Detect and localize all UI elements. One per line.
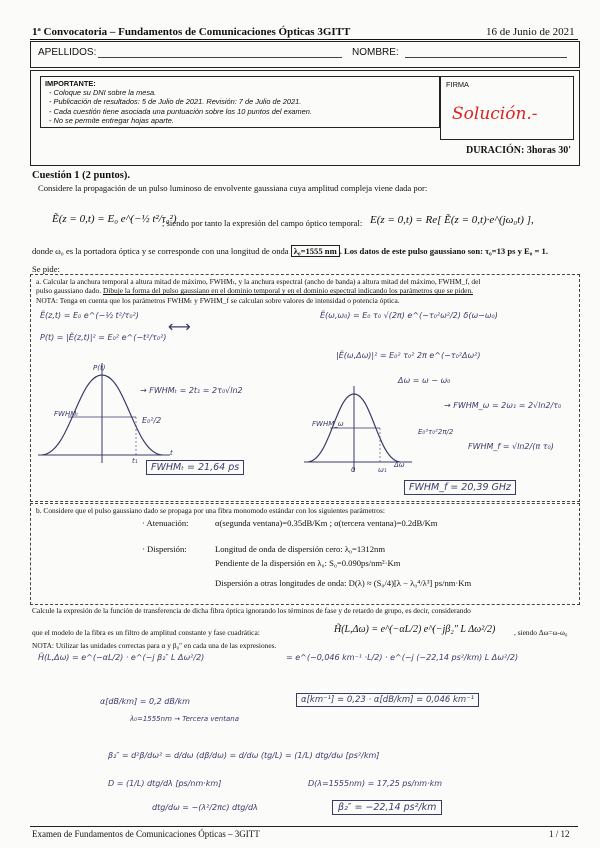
transfer-function-statement: Calcule la expresión de la función de transferencia de dicha fibra óptica ignorando los términos de fase y de retardo de grupo, es decir, considerando (32, 606, 471, 615)
hw-spectrum: Ẽ(ω,ω₀) = E₀ τ₀ √(2π) e^(−τ₀²ω²/2) δ(ω−ω₀) (320, 311, 498, 320)
important-item: - Cada cuestión tiene asociada una puntuación sobre los 10 puntos del examen. (49, 106, 312, 116)
important-item: - No se permite entregar hojas aparte. (49, 116, 174, 126)
hw-envelope: Ẽ(z,t) = E₀ e^(−½ t²/τ₀²) (40, 311, 139, 320)
hw-power: P(t) = |Ẽ(z,t)|² = E₀² e^(−t²/τ₀²) (40, 333, 167, 342)
apellidos-label: APELLIDOS: (38, 47, 97, 58)
duration: DURACIÓN: 3horas 30' (466, 145, 571, 156)
hw-beta2-derivation: β₂″ = d²β/dω² = d/dω (dβ/dω) = d/dω (tg/L) = (1/L) dtg/dω [ps²/km] (108, 751, 380, 760)
dispersion-zero: Longitud de onda de dispersión cero: λ₀=1312nm (215, 544, 386, 554)
apellidos-field[interactable] (98, 57, 342, 58)
hw-window-note: λ₀=1555nm → Tercera ventana (130, 715, 239, 723)
important-item: - Coloque su DNI sobre la mesa. (49, 88, 157, 97)
hw-alpha-db: α[dB/km] = 0,2 dB/km (100, 697, 190, 706)
hw-fwhmf-answer: FWHM_f = 20,39 GHz (404, 480, 516, 495)
hw-dispersion-value: D(λ=1555nm) = 17,25 ps/nm·km (308, 779, 443, 788)
hw-fwhmf-formula: FWHM_f = √ln2/(π τ₀) (468, 442, 554, 451)
hw-spectrum-half-max: E₀²τ₀²2π/2 (418, 428, 454, 436)
nombre-field[interactable] (405, 57, 567, 58)
field-equation: E(z = 0,t) = Re[ Ẽ(z = 0,t)·e^(jω₀t) ], (370, 214, 534, 226)
hw-omega1-label: ω₁ (378, 466, 387, 474)
important-title: IMPORTANTE: (45, 79, 96, 88)
hw-t-axis-label: t (170, 449, 173, 457)
page-number: 1 / 12 (549, 829, 570, 839)
hw-delta-omega: Δω = ω − ω₀ (398, 376, 451, 385)
footer-exam-name: Examen de Fundamentos de Comunicaciones Ópticas – 3GITT (32, 829, 260, 839)
lambda-value: λ₀=1555 nm (291, 245, 340, 257)
title-rule (30, 39, 578, 40)
firma-label: FIRMA (446, 80, 469, 89)
question-title: Cuestión 1 (2 puntos). (32, 170, 131, 181)
dispersion-label: · Dispersión: (142, 544, 187, 554)
hw-half-max: E₀²/2 (142, 416, 162, 425)
transfer-function-equation: H̃(L,Δω) = e^(−αL/2) e^(−jβ₂″ L Δω²/2) (334, 624, 496, 635)
hw-fwhm-omega-label: FWHM_ω (312, 420, 344, 428)
hw-alpha-answer: α[km⁻¹] = 0,23 · α[dB/km] = 0,046 km⁻¹ (296, 693, 479, 707)
hw-transfer-function: H̃(L,Δω) = e^(−αL/2) · e^(−j β₂″ L Δω²/2) (38, 653, 205, 662)
hw-beta2-answer: β₂″ = −22,14 ps²/km (332, 800, 442, 815)
important-list (49, 88, 312, 126)
question-intro: Considere la propagación de un pulso luminoso de envolvente gaussiana cuya amplitud compleja viene dada por: (38, 183, 428, 193)
hw-delta-omega-axis: Δω (394, 461, 405, 469)
hw-t1-label: t₁ (132, 457, 138, 465)
envelope-equation: Ẽ(z = 0,t) = E₀ e^(−½ t²/τ₀²) (52, 213, 177, 225)
dispersion-formula: Dispersión a otras longitudes de onda: D(λ) ≈ (S₀/4)[λ − λ₀⁴/λ³] ps/nm·Km (215, 578, 472, 588)
exam-title: 1ª Convocatoria – Fundamentos de Comunicaciones Ópticas 3GITT (32, 26, 351, 38)
exam-date: 16 de Junio de 2021 (486, 26, 575, 38)
hw-arrow-icon: ⟷ (168, 317, 191, 336)
nombre-label: NOMBRE: (352, 47, 399, 58)
footer-rule (30, 826, 578, 827)
hw-dispersion-definition: D = (1/L) dtg/dλ [ps/nm·km] (108, 779, 222, 788)
hw-fwhmt-label: FWHMₜ (54, 410, 79, 418)
name-box (30, 41, 580, 68)
hw-fwhm-omega: → FWHM_ω = 2ω₁ = 2√ln2/τ₀ (444, 401, 562, 410)
time-domain-sketch (30, 355, 180, 475)
important-item: - Publicación de resultados: 5 de Julio de 2021. Revisión: 7 de Julio de 2021. (49, 97, 302, 107)
dispersion-slope: Pendiente de la dispersión en λ₀: S₀=0.090ps/nm²·Km (215, 558, 401, 568)
attenuation-value: α(segunda ventana)=0.35dB/Km ; α(tercera ventana)=0.2dB/Km (215, 518, 438, 528)
hw-origin-label: 0 (351, 466, 356, 474)
hw-group-delay-relation: dtg/dω = −(λ²/2πc) dtg/dλ (152, 803, 258, 812)
hw-fwhmt-answer: FWHMₜ = 21,64 ps (146, 460, 244, 475)
firma-signature: Solución.- (452, 104, 538, 124)
delta-omega-definition: , siendo Δω=ω-ω₀ (514, 628, 568, 637)
part-a-statement: a. Calcular la anchura temporal a altura mitad de máximo, FWHMₜ, y la anchura espectral (ancho de banda) a altura mitad del máximo, FWHM_f, del pulso gaussiano dado. Dibuje la forma del pulso gaussiano en el dominio temporal y en el dominio espectral indicando los parámetros que se piden. NOTA: Tenga en cuenta que los parámetros FWHMₜ y FWHM_f se calculan sobre valores de intensidad o potencia óptica. (36, 277, 481, 305)
hw-spectrum-power: |Ẽ(ω,Δω)|² = E₀² τ₀² 2π e^(−τ₀²Δω²) (336, 351, 481, 360)
hw-pt-label: P(t) (93, 364, 106, 372)
hw-transfer-numeric: = e^(−0,046 km⁻¹ ·L/2) · e^(−j (−22,14 ps²/km) L Δω²/2) (286, 653, 519, 662)
se-pide: Se pide: (32, 264, 60, 274)
hw-fwhmt-result: → FWHMₜ = 2t₁ = 2τ₀√ln2 (140, 386, 243, 395)
equation-connector: ; siendo por tanto la expresión del campo óptico temporal: (162, 218, 363, 228)
data-line: donde ω₀ es la portadora óptica y se corresponde con una longitud de onda λ₀=1555 nm . Los datos de este pulso gaussiano son: τ₀=13 ps y E₀ = 1. (32, 246, 548, 256)
units-note: NOTA: Utilizar las unidades correctas para α y β₀″ en cada una de las expresiones. (32, 641, 277, 650)
attenuation-label: · Atenuación: (142, 518, 189, 528)
part-b-statement: b. Considere que el pulso gaussiano dado se propaga por una fibra monomodo estándar con los siguientes parámetros: (36, 506, 385, 515)
transfer-function-model: que el modelo de la fibra es un filtro de amplitud constante y fase cuadrática: (32, 628, 260, 637)
